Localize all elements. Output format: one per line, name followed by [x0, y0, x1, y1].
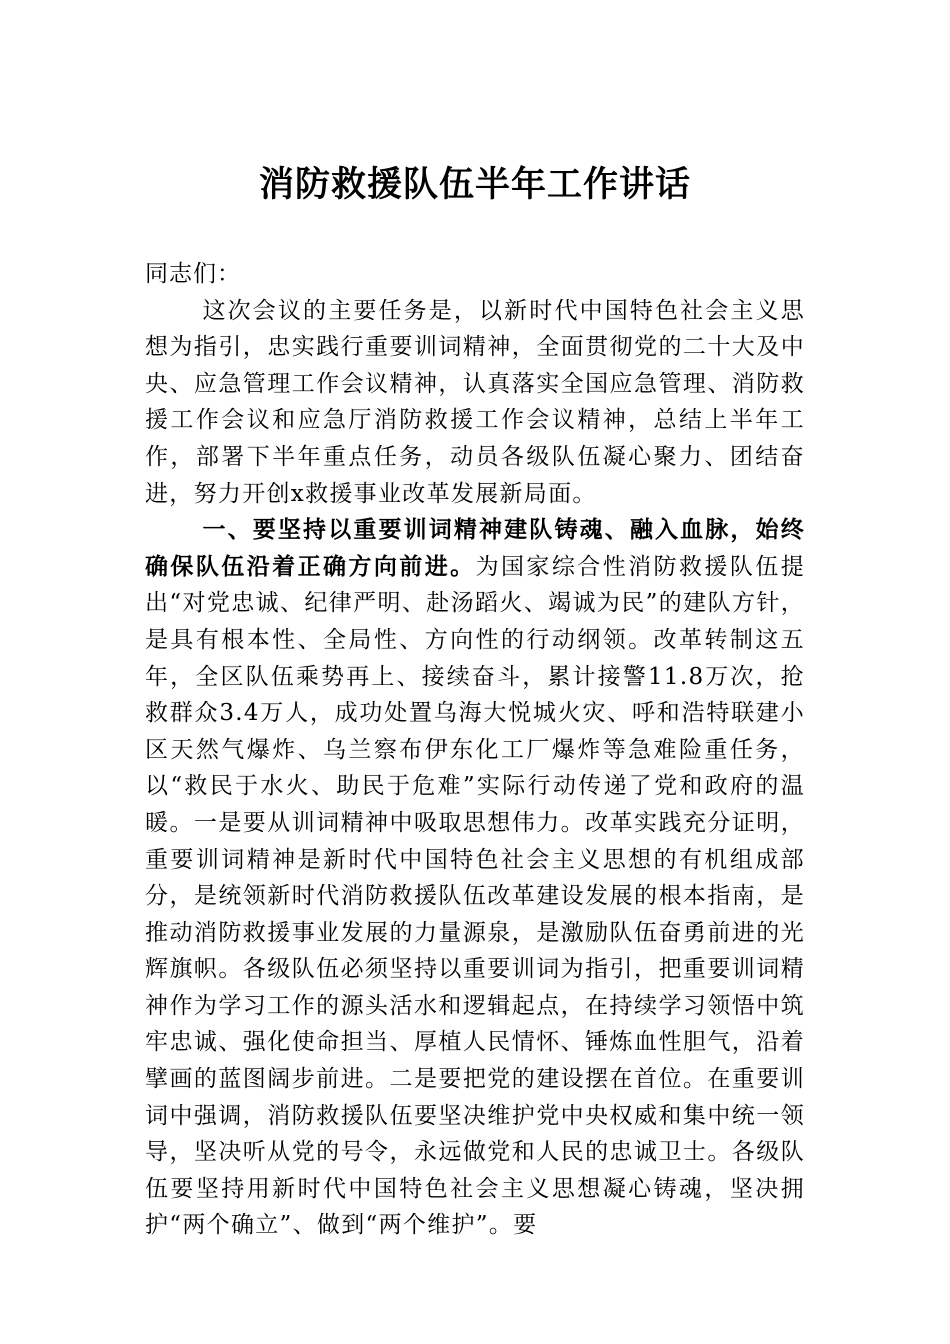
paragraph-intro [145, 293, 805, 513]
paragraph-text: 为国家综合性消防救援队伍提出“对党忠诚、纪律严明、赴汤蹈火、竭诚为民”的建队方针，是具有根本性、全局性、方向性的行动纲领。改革转制这五年，全区队伍乘势再上、接续奋斗，累计接警11.8万次，抢救群众3.4万人，成功处置乌海大悦城火灾、呼和浩特联建小区天然气爆炸、乌兰察布伊东化工厂爆炸等急难险重任务，以“救民于水火、助民于危难”实际行动传递了党和政府的温暖。一是要从训词精神中吸取思想伟力。改革实践充分证明，重要训词精神是新时代中国特色社会主义思想的有机组成部分，是统领新时代消防救援队伍改革建设发展的根本指南，是推动消防救援事业发展的力量源泉，是激励队伍奋勇前进的光辉旗帜。各级队伍必须坚持以重要训词为指引，把重要训词精神作为学习工作的源头活水和逻辑起点，在持续学习领悟中筑牢忠诚、强化使命担当、厚植人民情怀、锤炼血性胆气，沿着擘画的蓝图阔步前进。二是要把党的建设摆在首位。在重要训词中强调，消防救援队伍要坚决维护党中央权威和集中统一领导，坚决听从党的号令，永远做党和人民的忠诚卫士。各级队伍要坚持用新时代中国特色社会主义思想凝心铸魂，坚决拥护“两个确立”、做到“两个维护”。要 [145, 553, 805, 1239]
section-heading: 一、要坚持以重要训词精神建队铸魂、融入血脉，始终确保队伍沿着正确方向前进。 [145, 517, 805, 580]
paragraph-text: 这次会议的主要任务是，以新时代中国特色社会主义思想为指引，忠实践行重要训词精神，全面贯彻党的二十大及中央、应急管理工作会议精神，认真落实全国应急管理、消防救援工作会议和应急厅消防救援工作会议精神，总结上半年工作，部署下半年重点任务，动员各级队伍凝心聚力、团结奋进，努力开创x救援事业改革发展新局面。 [145, 297, 805, 507]
paragraph-section-one [145, 512, 805, 1244]
document-body [145, 256, 805, 1244]
document-title: 消防救援队伍半年工作讲话 [258, 164, 691, 205]
greeting: 同志们： [145, 261, 241, 287]
